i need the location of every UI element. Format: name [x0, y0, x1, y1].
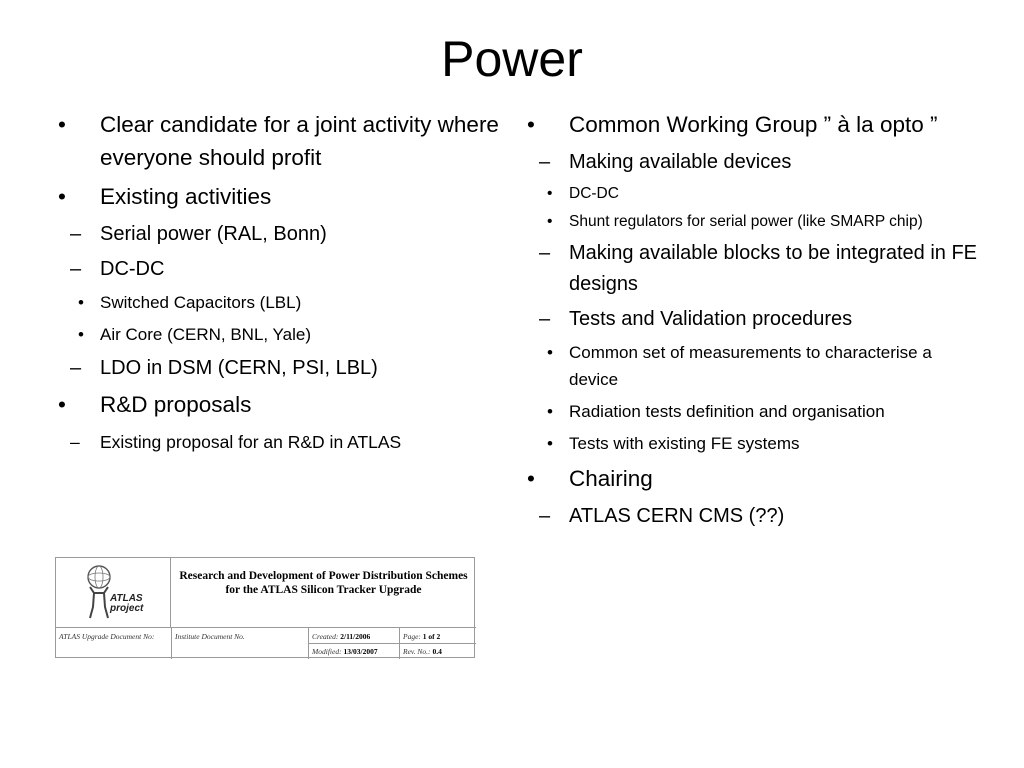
modified-field: [312, 647, 378, 657]
right-column: [525, 108, 985, 536]
modified-value: 13/03/2007: [343, 647, 378, 656]
subsub-tests-existing-fe: • Tests with existing FE systems: [525, 430, 985, 457]
page-field: [403, 632, 440, 642]
subsub-air-core: • Air Core (CERN, BNL, Yale): [56, 321, 506, 348]
atlas-doc-label: ATLAS Upgrade Document No:: [59, 632, 155, 641]
created-value: 2/11/2006: [340, 632, 371, 641]
atlas-logo: [56, 558, 171, 628]
logo-text-project: project: [110, 603, 144, 614]
doc-title: Research and Development of Power Distribution Schemes for the ATLAS Silicon Tracker Upgrade: [179, 570, 468, 596]
logo-text-atlas: ATLAS: [110, 593, 143, 604]
sub-making-available-blocks: – Making available blocks to be integrated in FE designs: [525, 238, 985, 300]
sub-dc-dc: – DC-DC: [56, 254, 506, 285]
institute-doc-label: Institute Document No.: [175, 632, 245, 641]
created-label: Created:: [312, 632, 339, 641]
subsub-common-measurements: • Common set of measurements to characterise a device: [525, 339, 985, 393]
modified-label: Modified:: [312, 647, 342, 656]
page-value: 1 of 2: [422, 632, 441, 641]
subsub-shunt-regulators: • Shunt regulators for serial power (like SMARP chip): [525, 210, 985, 234]
subsub-radiation-tests: • Radiation tests definition and organisation: [525, 398, 985, 425]
rev-label: Rev. No.:: [403, 647, 431, 656]
bullet-existing-activities: • Existing activities: [56, 180, 506, 213]
bullet-common-working-group: • Common Working Group ” à la opto ”: [525, 108, 985, 141]
grid-divider: [308, 643, 476, 644]
sub-ldo: – LDO in DSM (CERN, PSI, LBL): [56, 353, 506, 384]
sub-atlas-cern-cms: – ATLAS CERN CMS (??): [525, 501, 985, 532]
rev-field: [403, 647, 442, 657]
bullet-chairing: • Chairing: [525, 462, 985, 495]
grid-divider: [171, 628, 172, 659]
sub-existing-proposal: – Existing proposal for an R&D in ATLAS: [56, 427, 506, 458]
doc-title-cell: [171, 558, 476, 628]
bullet-rd-proposals: • R&D proposals: [56, 388, 506, 421]
sub-making-available-devices: – Making available devices: [525, 147, 985, 178]
subsub-dc-dc: • DC-DC: [525, 182, 985, 206]
page-label: Page:: [403, 632, 421, 641]
slide-title: Power: [441, 31, 583, 87]
document-header-image: [55, 557, 475, 658]
left-column: [56, 108, 506, 462]
sub-serial-power: – Serial power (RAL, Bonn): [56, 219, 506, 250]
rev-value: 0.4: [432, 647, 442, 656]
subsub-switched-capacitors: • Switched Capacitors (LBL): [56, 289, 506, 316]
bullet-joint-activity: • Clear candidate for a joint activity where everyone should profit: [56, 108, 506, 174]
created-field: [312, 632, 370, 642]
sub-tests-validation: – Tests and Validation procedures: [525, 304, 985, 335]
